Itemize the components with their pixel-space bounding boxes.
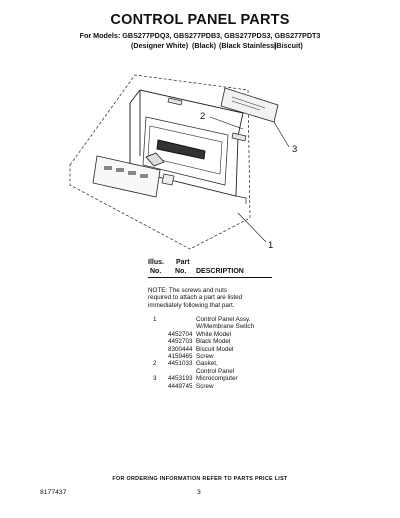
row-desc: Screw [196, 382, 214, 390]
page-number: 3 [197, 489, 201, 496]
document-number: 8177437 [40, 489, 67, 496]
row-part: 4452704 [168, 330, 193, 338]
col-description: DESCRIPTION [196, 268, 244, 275]
control-panel-exploded-diagram [60, 56, 310, 256]
row-desc: Gasket, [196, 360, 218, 368]
col-part-line1: Part [176, 259, 190, 266]
callout-2: 2 [200, 111, 206, 122]
variant-biscuit: (Biscuit) [274, 41, 303, 50]
screw-part [162, 174, 174, 185]
microcomputer-board [221, 88, 278, 122]
page-title: CONTROL PANEL PARTS [110, 12, 290, 28]
membrane-switch [93, 153, 164, 197]
col-illus-line2: No. [150, 268, 162, 275]
callout-1: 1 [268, 240, 274, 251]
row-desc: W/Membrane Switch [196, 323, 255, 331]
row-part: 4453193 [168, 375, 193, 383]
row-desc: Control Panel Assy. [196, 316, 251, 323]
row-part: 4159465 [168, 353, 193, 360]
row-part: 4452703 [168, 338, 193, 346]
callout-1-leader [238, 213, 266, 242]
row-desc: Microcomputer [196, 375, 238, 383]
variant-black-stainless: (Black Stainless) [219, 41, 277, 50]
row-part: 4449745 [168, 382, 193, 390]
row-illus: 2 [153, 360, 157, 368]
row-desc: Control Panel [196, 367, 235, 375]
row-desc: Black Model [196, 338, 231, 346]
callout-2-leader [210, 117, 243, 129]
callout-3-leader [274, 122, 289, 147]
ordering-info: FOR ORDERING INFORMATION REFER TO PARTS PRICE LIST [112, 476, 288, 482]
row-desc: Screw [196, 353, 214, 360]
row-part: 8300444 [168, 345, 193, 353]
row-desc: White Model [196, 330, 231, 338]
row-desc: Biscuit Model [196, 345, 234, 353]
variant-designer-white: (Designer White) [131, 41, 189, 50]
row-illus: 3 [153, 375, 157, 383]
col-illus-line1: Illus. [148, 259, 164, 266]
table-note: NOTE: The screws and nuts required to attach a part are listed immediately following that part. [148, 287, 243, 309]
row-illus: 1 [153, 316, 157, 323]
col-part-line2: No. [175, 268, 187, 275]
model-list: For Models: GBS277PDQ3, GBS277PDB3, GBS277PDS3, GBS277PDT3 [79, 31, 321, 40]
table-header-rule [148, 277, 272, 278]
callout-3: 3 [292, 144, 298, 155]
variant-black: (Black) [192, 41, 216, 50]
row-part: 4451033 [168, 360, 193, 368]
